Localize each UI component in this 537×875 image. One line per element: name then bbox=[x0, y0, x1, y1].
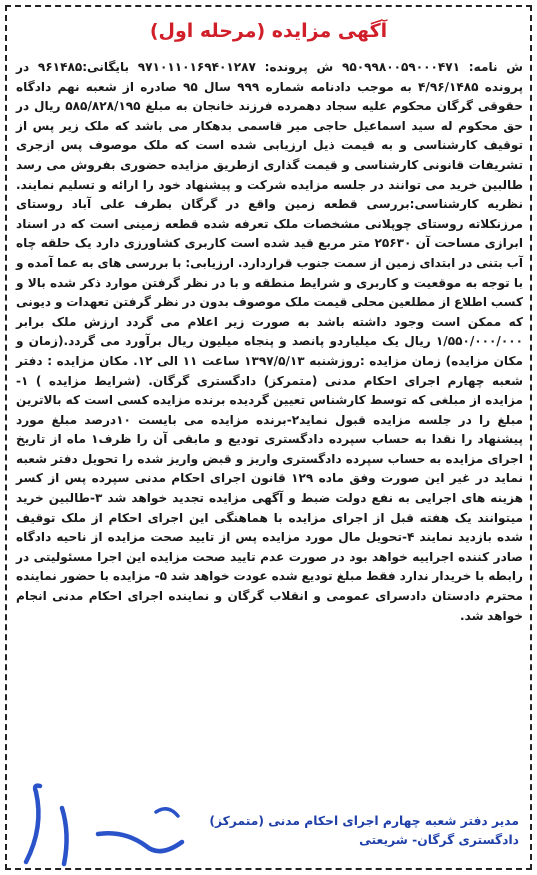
signature-block bbox=[189, 812, 519, 850]
signature-line-1: مدیر دفتر شعبه چهارم اجرای احکام مدنی (متمرکز) bbox=[209, 814, 519, 828]
notice-body: ش نامه: ۹۵۰۹۹۸۰۰۵۹۰۰۰۴۷۱ ش پرونده: ۹۷۱۰۱۱۰۱۶۹۴۰۱۲۸۷ بایگانی:۹۶۱۴۸۵ در پرونده ۴/۹۶/۱۴۸۵ به موجب دادنامه شماره ۹۹۹ سال ۹۵ صادره از شعبه نهم دادگاه حقوقی گرگان محکوم علیه سجاد دهمرده فرزند خانجان به مبلغ ۵۸۵/۸۲۸/۱۹۵ ریال در حق محکوم له سید اسماعیل حاجی میر قاسمی بدهکار می باشد که ملک زیر پس از توقیف کارشناسی و به قیمت ذیل ارزیابی شده است که ملک موصوف پس ازجری تشریفات قانونی کارشناسی و قیمت گذاری ازطریق مزایده حضوری بفروش می رسد طالبین خرید می توانند در جلسه مزایده شرکت و پیشنهاد خود را ارائه و تسلیم نمایند. نظریه کارشناسی:بررسی قطعه زمین واقع در گرگان بطرف علی آباد روستای مرزنکلاته روستای چوپلانی مشخصات ملک تعرفه شده قطعه زمینی است که در اسناد ابرازی مساحت آن ۲۵۶۳۰ متر مربع قید شده است کاربری کشاورزی دارد یک حلقه چاه آب بتنی در ابتدای زمین از سمت جنوب قراردارد. ارزیابی: با بررسی های به عما آمده و با توجه به موقعیت و کاربری و شرایط منطقه و با در نظر گرفتن موارد ذکر شده بالا و کسب اطلاع از مطلعین محلی قیمت ملک موصوف بدون در نظر گرفتن تعهدات و دیونی که ممکن است وجود داشته باشد به صورت زیر اعلام می گردد ارزش ملک برابر ۱/۵۵۰/۰۰۰/۰۰۰ ریال یک میلیاردو پانصد و پنجاه میلیون ریال برآورد می گردد.(زمان و مکان مزایده) زمان مزایده :روزشنبه ۱۳۹۷/۵/۱۳ ساعت ۱۱ الی ۱۲. مکان مزایده : دفتر شعبه چهارم اجرای احکام مدنی (متمرکز) دادگستری گرگان. (شرایط مزایده ) ۱- مزایده از مبلغی که توسط کارشناس تعیین گردیده برنده مزایده کسی است که بالاترین مبلغ را در جلسه مزایده قبول نماید۲-برنده مزایده می بایست ۱۰درصد مبلغ مورد پیشنهاد را نقدا به حساب سپرده دادگستری تودیع و مابقی آن را ظرف۱ ماه از تاریخ اجرای مزایده به حساب سپرده دادگستری واریز و قبض واریز شده را تحویل دفتر شعبه نماید در غیر این صورت وفق ماده ۱۲۹ قانون اجرای احکام مدنی سپرده پس از کسر هزینه های اجرایی به نفع دولت ضبط و آگهی مزایده تجدید خواهد شد ۳-طالبین خرید میتوانند یک هفته قبل از اجرای مزایده با هماهنگی این اجرای احکام از ملک توقیف شده بازدید نمایند ۴-تحویل مال مورد مزایده پس از تایید صحت مزایده از ناحیه دادگاه صادر کننده اجراییه خواهد بود در صورت عدم تایید صحت مزایده این اجرا مسئولیتی در رابطه با خریدار ندارد فقط مبلغ تودیع شده عودت خواهد شد ۵- مزایده با حضور نماینده محترم دادستان دادسرای عمومی و انقلاب گرگان و نماینده اجرای احکام مدنی انجام خواهد شد. bbox=[16, 60, 524, 623]
signature-line-2: دادگستری گرگان- شریعتی bbox=[359, 833, 519, 847]
notice-title: آگهی مزایده (مرحله اول) bbox=[149, 20, 388, 42]
